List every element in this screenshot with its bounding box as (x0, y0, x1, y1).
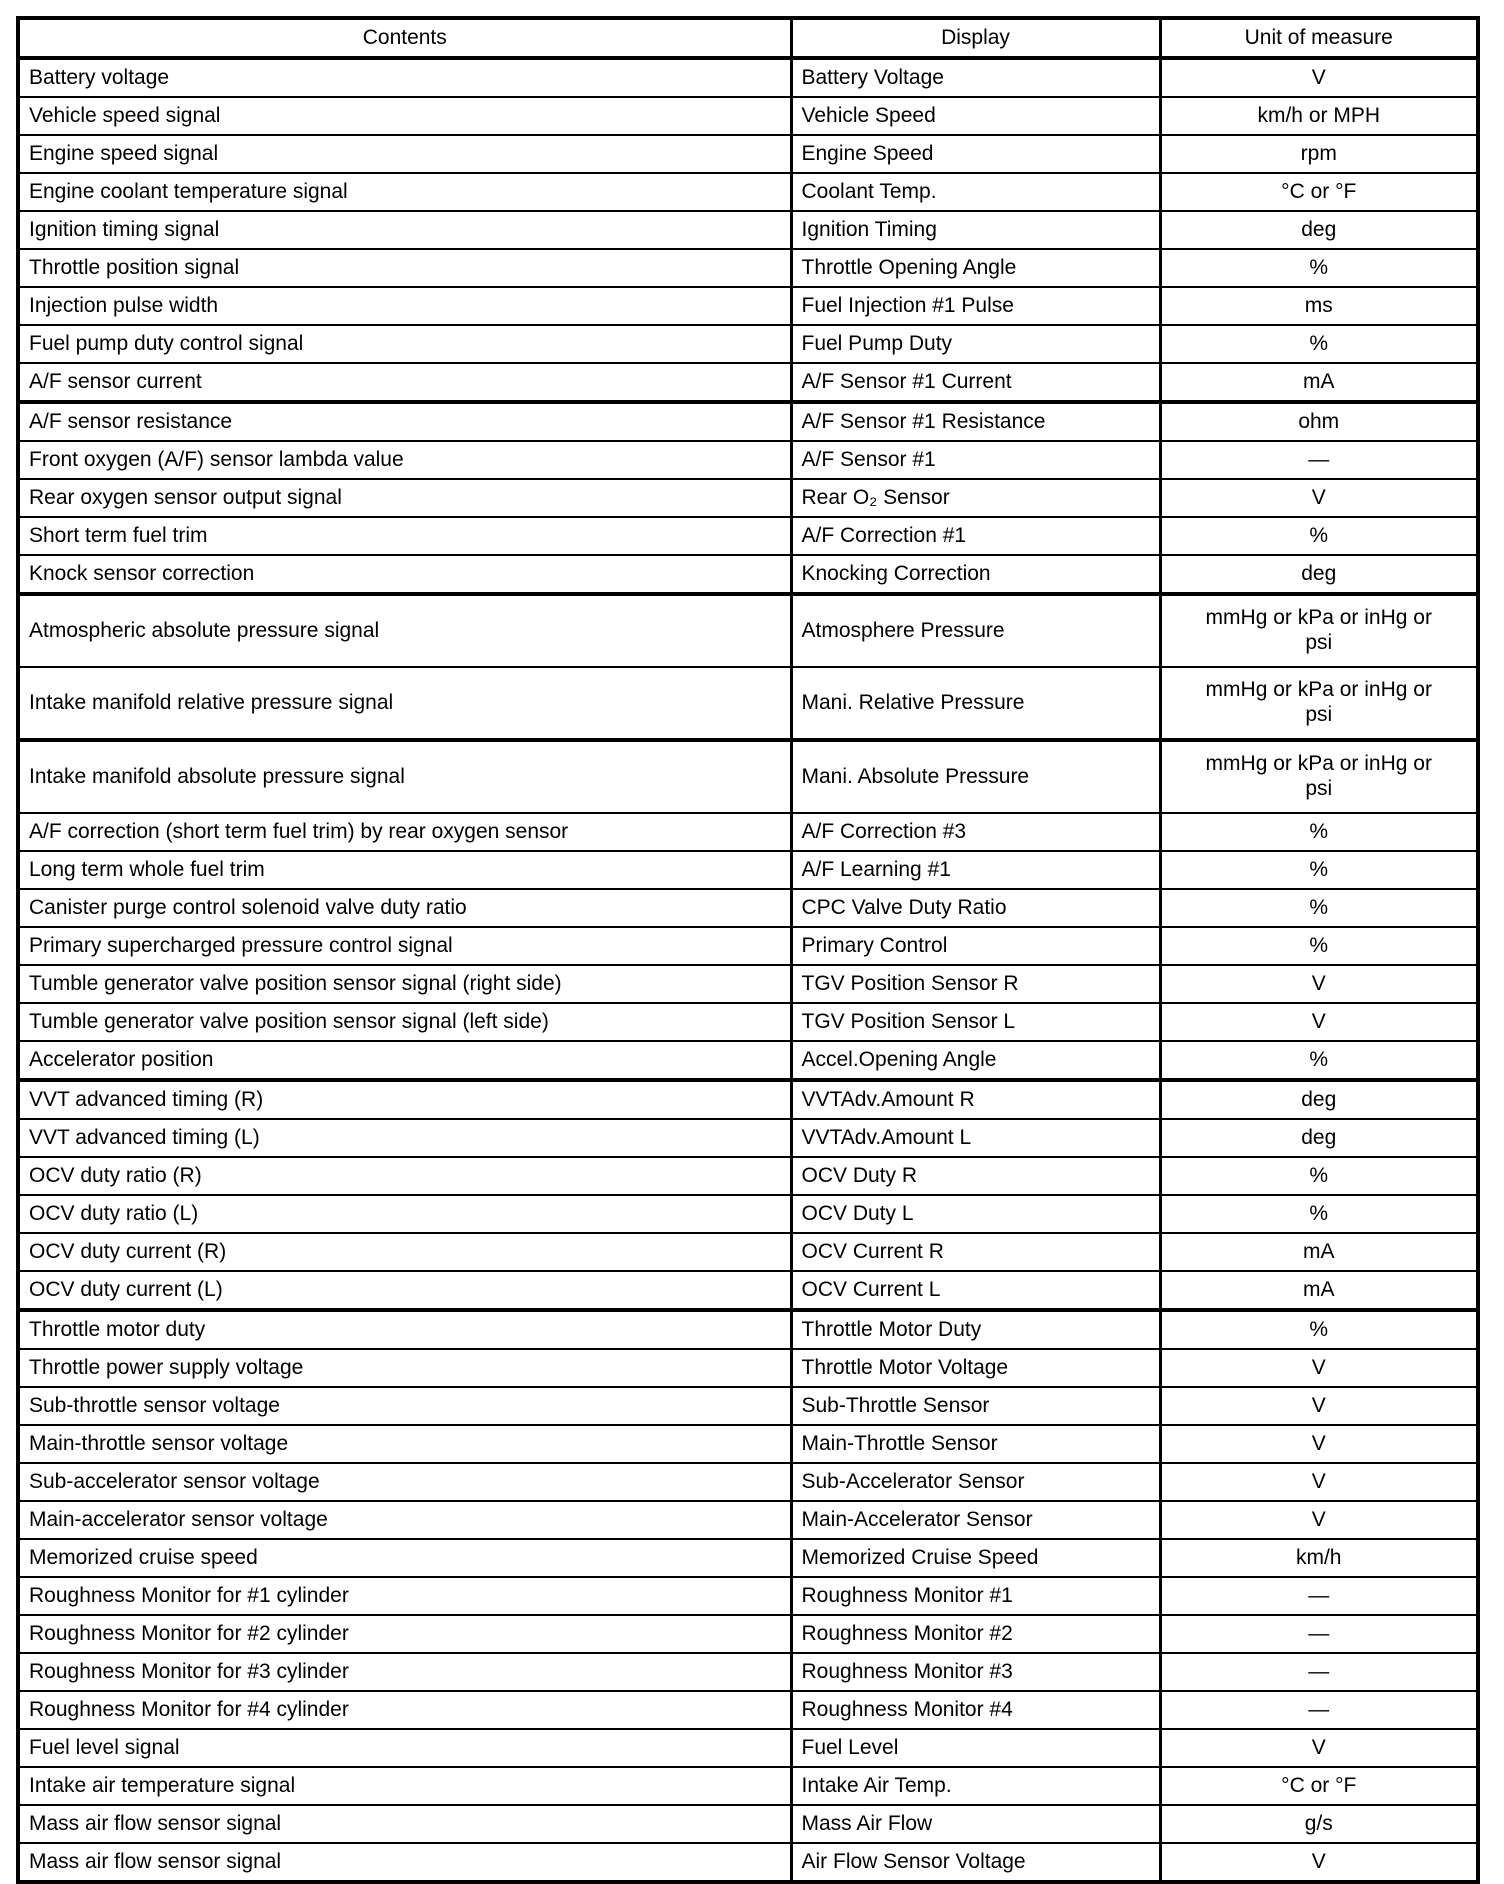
display-cell: Throttle Opening Angle (791, 249, 1160, 287)
contents-cell: Throttle power supply voltage (18, 1349, 791, 1387)
table-row (18, 1387, 1478, 1425)
display-cell: Mass Air Flow (791, 1805, 1160, 1843)
unit-cell (1160, 1501, 1478, 1539)
table-row (18, 211, 1478, 249)
display-cell: OCV Current L (791, 1271, 1160, 1310)
table-row (18, 1767, 1478, 1805)
unit-cell (1160, 1271, 1478, 1310)
display-cell: TGV Position Sensor L (791, 1003, 1160, 1041)
unit-cell (1160, 1080, 1478, 1119)
unit-cell (1160, 965, 1478, 1003)
table-row (18, 740, 1478, 813)
unit-cell (1160, 1653, 1478, 1691)
unit-text: — (1308, 1621, 1330, 1645)
table-row (18, 441, 1478, 479)
unit-text: V (1311, 1431, 1326, 1455)
unit-cell (1160, 1387, 1478, 1425)
data-monitor-table (16, 16, 1480, 1884)
contents-cell: Engine coolant temperature signal (18, 173, 791, 211)
table-row (18, 1843, 1478, 1882)
display-cell: Main-Throttle Sensor (791, 1425, 1160, 1463)
display-cell: Primary Control (791, 927, 1160, 965)
unit-cell (1160, 594, 1478, 667)
unit-text: % (1309, 255, 1329, 279)
display-cell: OCV Duty R (791, 1157, 1160, 1195)
table-row (18, 517, 1478, 555)
unit-cell (1160, 1425, 1478, 1463)
unit-cell (1160, 1805, 1478, 1843)
unit-cell (1160, 1843, 1478, 1882)
display-cell: Atmosphere Pressure (791, 594, 1160, 667)
display-cell: Memorized Cruise Speed (791, 1539, 1160, 1577)
scanned-manual-page (0, 16, 1504, 1873)
table-row (18, 1041, 1478, 1080)
table-row (18, 851, 1478, 889)
unit-cell (1160, 1157, 1478, 1195)
unit-text: V (1311, 65, 1326, 89)
table-row (18, 1425, 1478, 1463)
contents-cell: Fuel pump duty control signal (18, 325, 791, 363)
display-cell: Fuel Injection #1 Pulse (791, 287, 1160, 325)
contents-cell: Throttle motor duty (18, 1310, 791, 1349)
table-row (18, 594, 1478, 667)
display-cell: Rear O₂ Sensor (791, 479, 1160, 517)
table-row (18, 1310, 1478, 1349)
unit-text: mA (1303, 369, 1335, 393)
unit-text: V (1311, 1393, 1326, 1417)
unit-cell (1160, 1767, 1478, 1805)
table-row (18, 1195, 1478, 1233)
unit-text: V (1311, 1355, 1326, 1379)
contents-cell: Primary supercharged pressure control signal (18, 927, 791, 965)
unit-text: % (1309, 933, 1329, 957)
unit-cell (1160, 1539, 1478, 1577)
unit-text: deg (1301, 1125, 1337, 1149)
unit-text: % (1309, 1201, 1329, 1225)
contents-cell: VVT advanced timing (R) (18, 1080, 791, 1119)
unit-cell (1160, 813, 1478, 851)
unit-text: % (1309, 331, 1329, 355)
display-cell: Engine Speed (791, 135, 1160, 173)
table-row (18, 1349, 1478, 1387)
table-row (18, 1577, 1478, 1615)
contents-cell: Mass air flow sensor signal (18, 1805, 791, 1843)
contents-cell: Canister purge control solenoid valve duty ratio (18, 889, 791, 927)
unit-cell (1160, 1233, 1478, 1271)
unit-cell (1160, 1003, 1478, 1041)
unit-text: ohm (1298, 409, 1340, 433)
contents-cell: Injection pulse width (18, 287, 791, 325)
contents-cell: Long term whole fuel trim (18, 851, 791, 889)
unit-text: km/h (1295, 1545, 1342, 1569)
unit-text: mA (1303, 1239, 1335, 1263)
display-cell: OCV Current R (791, 1233, 1160, 1271)
unit-cell (1160, 135, 1478, 173)
table-row (18, 1615, 1478, 1653)
unit-cell (1160, 1577, 1478, 1615)
unit-text: ms (1304, 293, 1333, 317)
contents-cell: Sub-throttle sensor voltage (18, 1387, 791, 1425)
display-cell: VVTAdv.Amount L (791, 1119, 1160, 1157)
unit-cell (1160, 555, 1478, 594)
unit-cell (1160, 173, 1478, 211)
table-row (18, 1119, 1478, 1157)
display-cell: CPC Valve Duty Ratio (791, 889, 1160, 927)
contents-cell: Fuel level signal (18, 1729, 791, 1767)
unit-text: — (1308, 1697, 1330, 1721)
table-row (18, 58, 1478, 97)
contents-cell: VVT advanced timing (L) (18, 1119, 791, 1157)
display-cell: Mani. Relative Pressure (791, 667, 1160, 740)
unit-cell (1160, 1195, 1478, 1233)
display-cell: Sub-Throttle Sensor (791, 1387, 1160, 1425)
contents-cell: Vehicle speed signal (18, 97, 791, 135)
display-cell: VVTAdv.Amount R (791, 1080, 1160, 1119)
unit-text: mA (1303, 1277, 1335, 1301)
contents-cell: Roughness Monitor for #1 cylinder (18, 1577, 791, 1615)
contents-cell: Front oxygen (A/F) sensor lambda value (18, 441, 791, 479)
table-row (18, 1501, 1478, 1539)
display-cell: Accel.Opening Angle (791, 1041, 1160, 1080)
unit-text: deg (1301, 217, 1337, 241)
contents-cell: Roughness Monitor for #3 cylinder (18, 1653, 791, 1691)
contents-cell: Sub-accelerator sensor voltage (18, 1463, 791, 1501)
unit-text: g/s (1304, 1811, 1333, 1835)
display-cell: A/F Correction #1 (791, 517, 1160, 555)
unit-cell (1160, 249, 1478, 287)
contents-cell: Short term fuel trim (18, 517, 791, 555)
unit-text: mmHg or kPa or inHg or psi (1205, 606, 1432, 654)
contents-cell: OCV duty current (L) (18, 1271, 791, 1310)
table-row (18, 1157, 1478, 1195)
contents-cell: A/F sensor current (18, 363, 791, 402)
display-cell: Sub-Accelerator Sensor (791, 1463, 1160, 1501)
display-cell: A/F Correction #3 (791, 813, 1160, 851)
display-cell: Fuel Level (791, 1729, 1160, 1767)
table-row (18, 1805, 1478, 1843)
table-row (18, 1539, 1478, 1577)
unit-cell (1160, 441, 1478, 479)
table-row (18, 1271, 1478, 1310)
contents-cell: Mass air flow sensor signal (18, 1843, 791, 1882)
table-row (18, 173, 1478, 211)
table-row (18, 813, 1478, 851)
contents-cell: Intake manifold absolute pressure signal (18, 740, 791, 813)
unit-cell (1160, 402, 1478, 441)
display-cell: TGV Position Sensor R (791, 965, 1160, 1003)
unit-text: V (1311, 1469, 1326, 1493)
display-cell: Knocking Correction (791, 555, 1160, 594)
contents-cell: Tumble generator valve position sensor signal (right side) (18, 965, 791, 1003)
contents-cell: Roughness Monitor for #2 cylinder (18, 1615, 791, 1653)
contents-cell: Main-throttle sensor voltage (18, 1425, 791, 1463)
unit-text: — (1308, 447, 1330, 471)
table-row (18, 402, 1478, 441)
table-row (18, 1653, 1478, 1691)
unit-cell (1160, 1615, 1478, 1653)
unit-cell (1160, 1310, 1478, 1349)
table-row (18, 1233, 1478, 1271)
table-row (18, 1463, 1478, 1501)
table-row (18, 555, 1478, 594)
table-row (18, 927, 1478, 965)
contents-cell: Rear oxygen sensor output signal (18, 479, 791, 517)
unit-cell (1160, 58, 1478, 97)
header-row (18, 18, 1478, 58)
unit-text: V (1311, 971, 1326, 995)
contents-cell: Ignition timing signal (18, 211, 791, 249)
contents-cell: A/F sensor resistance (18, 402, 791, 441)
display-cell: Roughness Monitor #4 (791, 1691, 1160, 1729)
unit-cell (1160, 325, 1478, 363)
display-cell: Main-Accelerator Sensor (791, 1501, 1160, 1539)
unit-cell (1160, 889, 1478, 927)
unit-text: km/h or MPH (1257, 103, 1380, 127)
contents-cell: A/F correction (short term fuel trim) by rear oxygen sensor (18, 813, 791, 851)
display-cell: Roughness Monitor #3 (791, 1653, 1160, 1691)
contents-cell: Intake air temperature signal (18, 1767, 791, 1805)
table-row (18, 135, 1478, 173)
unit-cell (1160, 1463, 1478, 1501)
unit-text: deg (1301, 1087, 1337, 1111)
unit-text: mmHg or kPa or inHg or psi (1205, 678, 1432, 726)
table-row (18, 363, 1478, 402)
unit-cell (1160, 517, 1478, 555)
contents-cell: Knock sensor correction (18, 555, 791, 594)
display-cell: Roughness Monitor #2 (791, 1615, 1160, 1653)
table-row (18, 249, 1478, 287)
display-cell: A/F Sensor #1 Current (791, 363, 1160, 402)
contents-cell: OCV duty ratio (R) (18, 1157, 791, 1195)
table-row (18, 1691, 1478, 1729)
unit-cell (1160, 211, 1478, 249)
unit-cell (1160, 1119, 1478, 1157)
unit-cell (1160, 479, 1478, 517)
contents-cell: Tumble generator valve position sensor signal (left side) (18, 1003, 791, 1041)
contents-cell: Battery voltage (18, 58, 791, 97)
unit-text: % (1309, 857, 1329, 881)
display-cell: Ignition Timing (791, 211, 1160, 249)
unit-text: V (1311, 1507, 1326, 1531)
unit-text: % (1309, 1047, 1329, 1071)
table-row (18, 325, 1478, 363)
unit-cell (1160, 97, 1478, 135)
unit-text: % (1309, 523, 1329, 547)
contents-cell: Main-accelerator sensor voltage (18, 1501, 791, 1539)
display-cell: Air Flow Sensor Voltage (791, 1843, 1160, 1882)
unit-text: — (1308, 1583, 1330, 1607)
unit-cell (1160, 1691, 1478, 1729)
unit-text: mmHg or kPa or inHg or psi (1205, 752, 1432, 800)
table-row (18, 1729, 1478, 1767)
table-row (18, 1080, 1478, 1119)
contents-cell: Roughness Monitor for #4 cylinder (18, 1691, 791, 1729)
unit-cell (1160, 363, 1478, 402)
unit-text: V (1311, 485, 1326, 509)
display-cell: A/F Learning #1 (791, 851, 1160, 889)
display-cell: Coolant Temp. (791, 173, 1160, 211)
contents-cell: OCV duty current (R) (18, 1233, 791, 1271)
unit-text: % (1309, 819, 1329, 843)
unit-cell (1160, 740, 1478, 813)
contents-cell: Intake manifold relative pressure signal (18, 667, 791, 740)
contents-cell: OCV duty ratio (L) (18, 1195, 791, 1233)
display-cell: Throttle Motor Duty (791, 1310, 1160, 1349)
unit-text: deg (1301, 561, 1337, 585)
contents-cell: Throttle position signal (18, 249, 791, 287)
unit-text: V (1311, 1735, 1326, 1759)
contents-cell: Memorized cruise speed (18, 1539, 791, 1577)
unit-text: °C or °F (1281, 1773, 1357, 1797)
display-cell: OCV Duty L (791, 1195, 1160, 1233)
unit-cell (1160, 287, 1478, 325)
column-header-unit: Unit of measure (1160, 18, 1478, 58)
column-header-display: Display (791, 18, 1160, 58)
unit-cell (1160, 1349, 1478, 1387)
table-row (18, 287, 1478, 325)
unit-text: % (1309, 1317, 1329, 1341)
table-row (18, 889, 1478, 927)
table-row (18, 1003, 1478, 1041)
table-row (18, 965, 1478, 1003)
unit-text: % (1309, 1163, 1329, 1187)
display-cell: Vehicle Speed (791, 97, 1160, 135)
contents-cell: Engine speed signal (18, 135, 791, 173)
display-cell: Roughness Monitor #1 (791, 1577, 1160, 1615)
display-cell: Intake Air Temp. (791, 1767, 1160, 1805)
display-cell: Throttle Motor Voltage (791, 1349, 1160, 1387)
unit-text: V (1311, 1009, 1326, 1033)
contents-cell: Atmospheric absolute pressure signal (18, 594, 791, 667)
unit-text: % (1309, 895, 1329, 919)
unit-text: rpm (1300, 141, 1337, 165)
unit-text: V (1311, 1849, 1326, 1873)
unit-cell (1160, 1041, 1478, 1080)
display-cell: A/F Sensor #1 Resistance (791, 402, 1160, 441)
column-header-contents: Contents (18, 18, 791, 58)
unit-cell (1160, 927, 1478, 965)
table-row (18, 667, 1478, 740)
display-cell: Mani. Absolute Pressure (791, 740, 1160, 813)
unit-cell (1160, 667, 1478, 740)
display-cell: Fuel Pump Duty (791, 325, 1160, 363)
unit-text: °C or °F (1281, 179, 1357, 203)
unit-text: — (1308, 1659, 1330, 1683)
display-cell: Battery Voltage (791, 58, 1160, 97)
table-row (18, 97, 1478, 135)
table-row (18, 479, 1478, 517)
display-cell: A/F Sensor #1 (791, 441, 1160, 479)
contents-cell: Accelerator position (18, 1041, 791, 1080)
unit-cell (1160, 1729, 1478, 1767)
unit-cell (1160, 851, 1478, 889)
